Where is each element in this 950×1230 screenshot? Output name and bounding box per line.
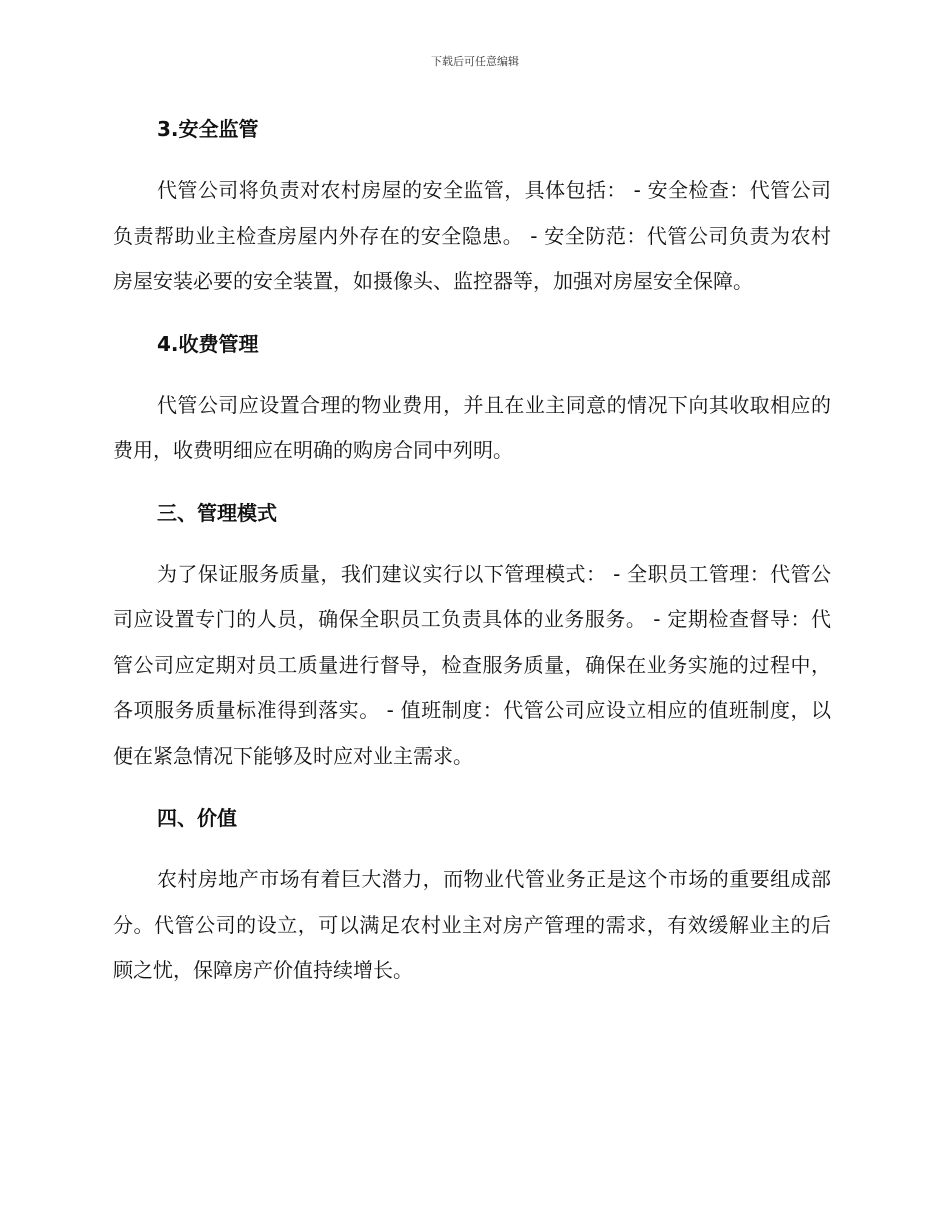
section-value [113,796,831,994]
section-paragraph: 为了保证服务质量，我们建议实行以下管理模式： - 全职员工管理：代管公司应设置专门的人员，确保全职员工负责具体的业务服务。 - 定期检查督导：代管公司应定期对员工质量进行督导，检查服务质量，确保在业务实施的过程中，各项服务质量标准得到落实。 - 值班制度：代管公司应设立相应的值班制度，以便在紧急情况下能够及时应对业主需求。 [113,561,831,768]
section-paragraph: 代管公司应设置合理的物业费用，并且在业主同意的情况下向其收取相应的费用，收费明细应在明确的购房合同中列明。 [113,392,831,462]
section-heading: 3.安全监管 [157,117,259,141]
section-security [113,107,831,305]
section-heading: 四、价值 [157,806,237,830]
section-paragraph: 代管公司将负责对农村房屋的安全监管，具体包括： - 安全检查：代管公司负责帮助业主检查房屋内外存在的安全隐患。 - 安全防范：代管公司负责为农村房屋安装必要的安全装置，如摄像头、监控器等，加强对房屋安全保障。 [113,178,831,293]
section-paragraph: 农村房地产市场有着巨大潜力，而物业代管业务正是这个市场的重要组成部分。代管公司的设立，可以满足农村业主对房产管理的需求，有效缓解业主的后顾之忧，保障房产价值持续增长。 [113,867,831,982]
section-heading: 4.收费管理 [157,331,259,356]
section-management-mode [113,491,831,780]
document-body [113,107,831,994]
page-header: 下载后可任意编辑 [431,55,519,68]
section-fees [113,322,831,474]
section-heading: 三、管理模式 [157,500,277,525]
